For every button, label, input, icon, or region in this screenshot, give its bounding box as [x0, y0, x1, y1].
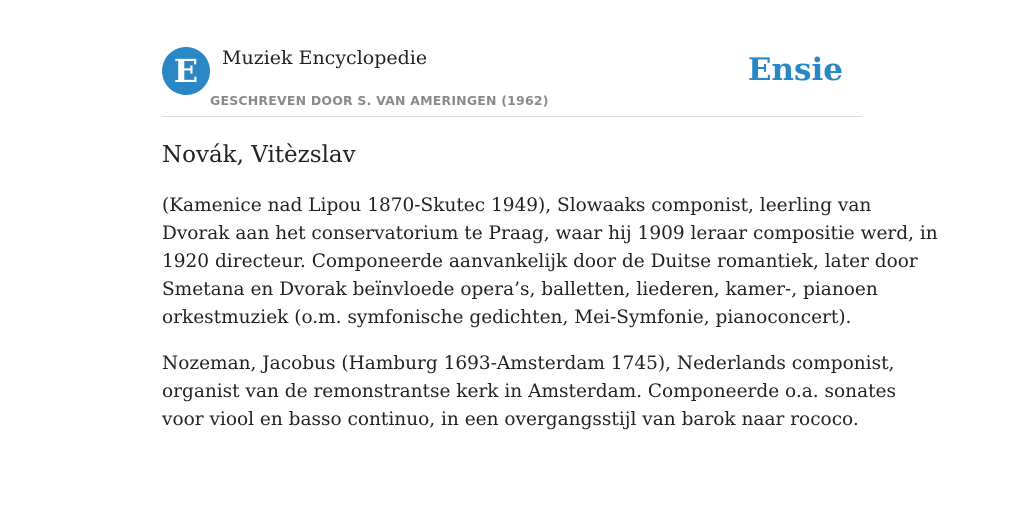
paragraph-nozeman — [162, 350, 896, 434]
text-line: Smetana en Dvorak beïnvloede opera’s, balletten, liederen, kamer-, pianoen — [162, 279, 878, 300]
text-line: voor viool en basso continuo, in een overgangsstijl van barok naar rococo. — [162, 409, 859, 430]
text-line: organist van de remonstrantse kerk in Amsterdam. Componeerde o.a. sonates — [162, 381, 896, 402]
text-line: 1920 directeur. Componeerde aanvankelijk door de Duitse romantiek, later door — [162, 251, 918, 272]
text-line: (Kamenice nad Lipou 1870-Skutec 1949), Slowaaks componist, leerling van — [162, 195, 872, 216]
encyclopedia-logo-icon[interactable]: E — [162, 47, 210, 95]
text-line: Nozeman, Jacobus (Hamburg 1693-Amsterdam 1745), Nederlands componist, — [162, 353, 895, 374]
paragraph-novak — [162, 192, 938, 332]
article-title: Novák, Vitèzslav — [162, 142, 356, 168]
text-line: orkestmuziek (o.m. symfonische gedichten, Mei-Symfonie, pianoconcert). — [162, 307, 852, 328]
author-credit: GESCHREVEN DOOR S. VAN AMERINGEN (1962) — [210, 93, 549, 108]
text-line: Dvorak aan het conservatorium te Praag, waar hij 1909 leraar compositie werd, in — [162, 223, 938, 244]
article-body — [162, 192, 938, 452]
header — [162, 46, 862, 117]
brand-logo[interactable]: Ensie — [747, 52, 843, 88]
encyclopedia-title[interactable]: Muziek Encyclopedie — [222, 47, 428, 69]
